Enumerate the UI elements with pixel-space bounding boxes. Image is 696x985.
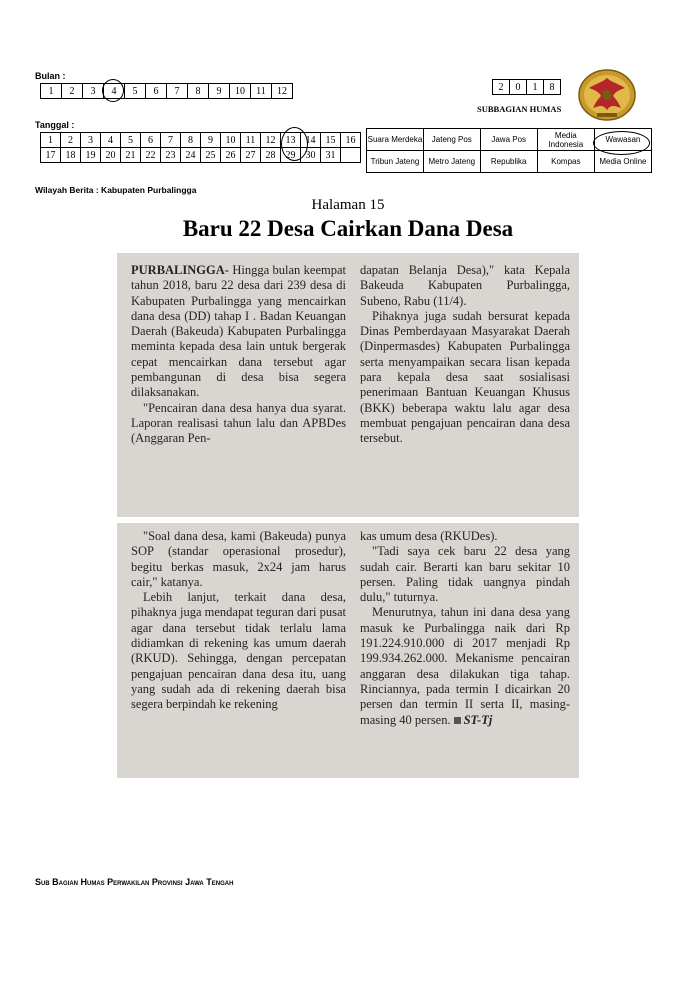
month-cell: 7 (167, 84, 188, 99)
date-cell: 30 (301, 148, 321, 163)
date-cell: 21 (121, 148, 141, 163)
date-cell: 7 (161, 133, 181, 148)
month-cell: 3 (83, 84, 104, 99)
date-cell: 18 (61, 148, 81, 163)
tanggal-label: Tanggal : (35, 120, 75, 130)
media-cell: Suara Merdeka (367, 129, 424, 151)
date-cell: 20 (101, 148, 121, 163)
year-grid (492, 79, 561, 95)
month-cell: 8 (188, 84, 209, 99)
month-cell: 4 (104, 84, 125, 99)
month-cell: 5 (125, 84, 146, 99)
date-cell: 12 (261, 133, 281, 148)
media-cell: Metro Jateng (423, 151, 480, 173)
date-cell: 4 (101, 133, 121, 148)
department-label: SUBBAGIAN HUMAS (477, 104, 562, 114)
column-2 (360, 263, 570, 447)
bulan-label: Bulan : (35, 71, 66, 81)
date-cell: 3 (81, 133, 101, 148)
month-cell: 11 (251, 84, 272, 99)
paragraph: Menurutnya, tahun ini dana desa yang masuk ke Purbalingga naik dari Rp 191.224.910.000 di 2017 menjadi Rp 199.934.262.000. Mekanisme pencairan anggaran desa dilakukan tiga tahap. Rinciannya, pada termin I dicairkan 20 persen dan termin II serta II, masing-masing 40 persen. (360, 605, 570, 727)
column-2 (360, 529, 570, 728)
year-digit-cell: 1 (527, 80, 544, 95)
date-cell: 27 (241, 148, 261, 163)
date-cell: 11 (241, 133, 261, 148)
date-cell: 15 (321, 133, 341, 148)
date-cell (341, 148, 361, 163)
date-cell: 19 (81, 148, 101, 163)
footer-text: Sub Bagian Humas Perwakilan Provinsi Jawa Tengah (35, 877, 234, 887)
media-cell: Wawasan (594, 129, 651, 151)
date-cell: 22 (141, 148, 161, 163)
clipping-bottom (117, 523, 579, 778)
date-cell: 2 (61, 133, 81, 148)
month-cell: 12 (272, 84, 293, 99)
date-cell: 10 (221, 133, 241, 148)
paragraph: "Tadi saya cek baru 22 desa yang sudah cair. Berarti kan baru sekitar 10 persen. Paling tidak uangnya pindah dulu," tuturnya. (360, 544, 570, 605)
date-cell: 17 (41, 148, 61, 163)
date-cell: 1 (41, 133, 61, 148)
garuda-emblem-icon (577, 68, 637, 122)
month-cell: 1 (41, 84, 62, 99)
paragraph: "Pencairan dana desa hanya dua syarat. Laporan realisasi tahun lalu dan APBDes (Anggaran Pen- (131, 400, 346, 446)
paragraph: Hingga bulan keempat tahun 2018, baru 22 desa dari 239 desa di Kabupaten Purbalingga yang mencairkan dana desa (DD) tahap I . Badan Keuangan Daerah (Bakeuda) Kabupaten Purbalingga meminta kepada desa lain untuk bergerak cepat mencairkan dana tersebut agar pembangunan di desa bisa segera dilaksanakan. (131, 263, 346, 400)
signature: ST-Tj (463, 712, 493, 727)
date-cell: 8 (181, 133, 201, 148)
paragraph: kas umum desa (RKUDes). (360, 529, 498, 543)
end-mark-icon (454, 717, 461, 724)
date-circle (281, 127, 308, 161)
date-cell: 13 (281, 133, 301, 148)
year-digit-cell: 0 (510, 80, 527, 95)
clipping-top (117, 253, 579, 517)
date-cell: 31 (321, 148, 341, 163)
date-cell: 9 (201, 133, 221, 148)
media-cell: Kompas (537, 151, 594, 173)
month-cell: 6 (146, 84, 167, 99)
month-circle (102, 79, 124, 102)
article-title: Baru 22 Desa Cairkan Dana Desa (182, 216, 514, 241)
date-cell: 26 (221, 148, 241, 163)
paragraph: Lebih lanjut, terkait dana desa, pihaknya juga mendapat teguran dari pusat agar dana tersebut tidak terlalu lama didiamkan di rekening kas umum daerah (RKUD). Sehingga, dengan percepatan pengajuan pencairan dana desa itu, uang yang sudah ada di rekening daerah bisa segera berpindah ke rekening (131, 590, 346, 712)
month-cell: 9 (209, 84, 230, 99)
date-grid (40, 132, 361, 163)
paragraph: Pihaknya juga sudah bersurat kepada Dinas Pemberdayaan Masyarakat Daerah (Dinpermasdes) Kabupaten Purbalingga serta menyampaikan secara lisan kepada para kepala desa saat sosialisasi penerimaan Bantuan Keuangan Khusus (BKK) beberapa waktu lalu agar desa membuat pengajuan pencairan dana desa tersebut. (360, 308, 570, 446)
paragraph: "Soal dana desa, kami (Bakeuda) punya SOP (standar operasional prosedur), begitu berkas masuk, 2x24 jam harus cair," katanya. (131, 529, 346, 589)
month-cell: 10 (230, 84, 251, 99)
date-cell: 25 (201, 148, 221, 163)
date-cell: 23 (161, 148, 181, 163)
date-cell: 29 (281, 148, 301, 163)
media-cell: Tribun Jateng (367, 151, 424, 173)
column-1 (131, 529, 346, 713)
media-circle (593, 131, 650, 155)
media-cell: Republika (480, 151, 537, 173)
date-cell: 14 (301, 133, 321, 148)
date-cell: 5 (121, 133, 141, 148)
year-digit-cell: 8 (544, 80, 561, 95)
date-cell: 28 (261, 148, 281, 163)
media-cell: Jateng Pos (423, 129, 480, 151)
date-cell: 24 (181, 148, 201, 163)
page-number: Halaman 15 (311, 197, 385, 213)
year-digit-cell: 2 (493, 80, 510, 95)
wilayah-label: Wilayah Berita : Kabupaten Purbalingga (35, 185, 197, 195)
date-cell: 16 (341, 133, 361, 148)
column-1 (131, 263, 346, 447)
paragraph: dapatan Belanja Desa)," kata Kepala Bakeuda Kabupaten Purbalingga, Subeno, Rabu (11/4). (360, 263, 570, 308)
month-grid (40, 83, 293, 99)
date-cell: 6 (141, 133, 161, 148)
dateline: PURBALINGGA- (131, 263, 229, 277)
media-cell: Media Indonesia (537, 129, 594, 151)
media-cell: Media Online (594, 151, 651, 173)
month-cell: 2 (62, 84, 83, 99)
media-cell: Jawa Pos (480, 129, 537, 151)
